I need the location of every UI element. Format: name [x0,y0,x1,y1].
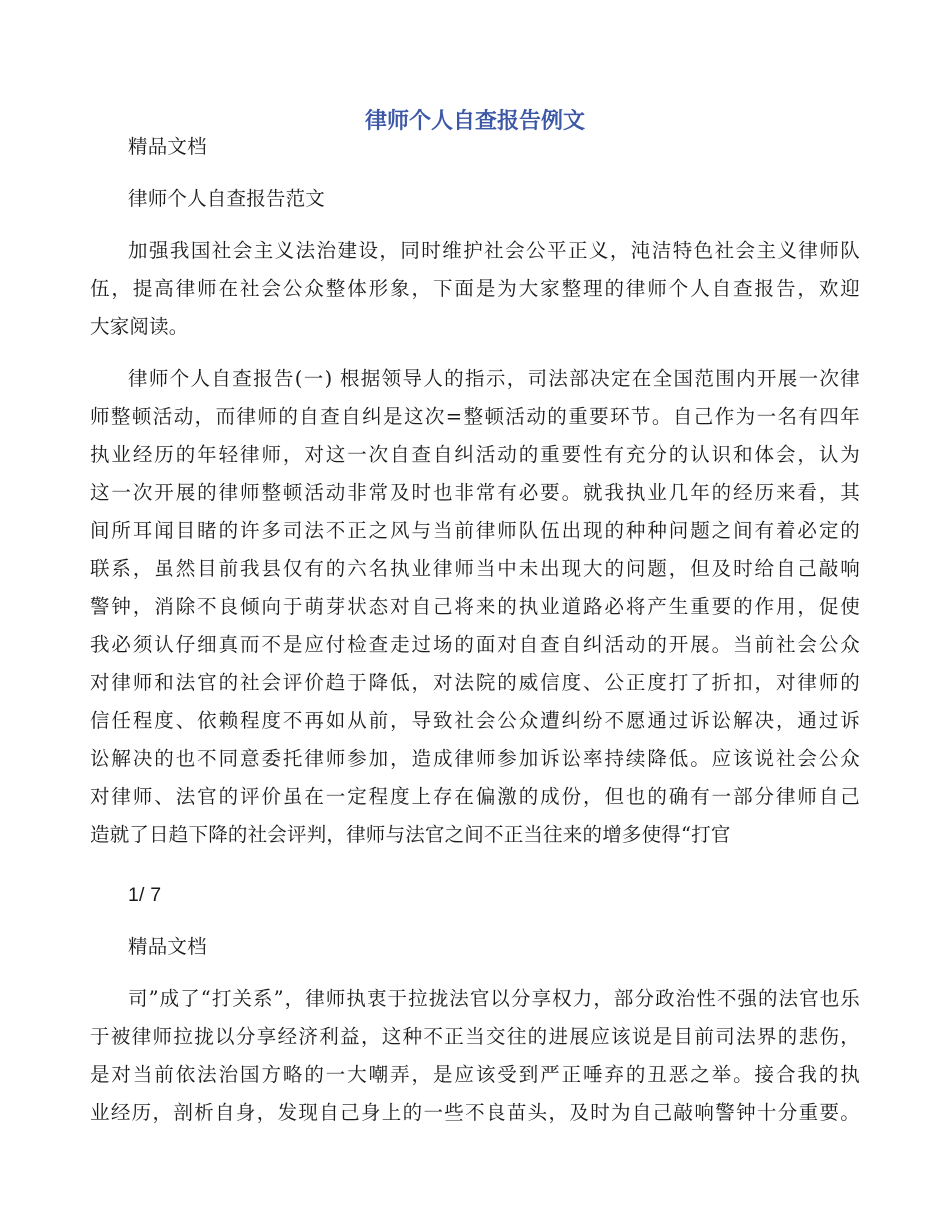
document-title: 律师个人自查报告例文 [364,108,585,134]
paragraph-line: 讼解决的也不同意委托律师参加，造成律师参加诉讼率持续降低。应该说社会公众 [90,747,860,770]
page-number: 1/ 7 [128,884,162,906]
paragraph-line: 对律师、法官的评价虽在一定程度上存在偏激的成份，但也的确有一部分律师自己 [90,785,860,808]
paragraph-line: 联系，虽然目前我县仅有的六名执业律师当中未出现大的问题，但及时给自己敲响 [90,557,860,580]
paragraph-line: 间所耳闻目睹的许多司法不正之风与当前律师队伍出现的种种问题之间有着必定的 [90,519,860,542]
subtitle: 律师个人自查报告范文 [128,187,326,210]
paragraph-line: 警钟，消除不良倾向于萌芽状态对自己将来的执业道路必将产生重要的作用，促使 [90,595,860,618]
paragraph-line: 伍，提高律师在社会公众整体形象，下面是为大家整理的律师个人自查报告，欢迎 [90,277,860,300]
paragraph-line: 我必须认仔细真而不是应付检查走过场的面对自查自纠活动的开展。当前社会公众 [90,633,860,656]
paragraph-line: 造就了日趋下降的社会评判，律师与法官之间不正当往来的增多使得“打官 [90,823,731,846]
paragraph-line: 执业经历的年轻律师，对这一次自查自纠活动的重要性有充分的认识和体会，认为 [90,443,860,466]
paragraph-line: 加强我国社会主义法治建设，同时维护社会公平正义，沌洁特色社会主义律师队 [128,239,860,262]
paragraph-line: 对律师和法官的社会评价趋于降低，对法院的威信度、公正度打了折扣，对律师的 [90,671,860,694]
paragraph-line: 于被律师拉拢以分享经济利益，这种不正当交往的进展应该说是目前司法界的悲伤， [90,1025,860,1048]
page-header: 精品文档 [128,135,207,158]
paragraph-line: 律师个人自查报告(一) 根据领导人的指示，司法部决定在全国范围内开展一次律 [128,367,860,390]
paragraph-line: 信任程度、依赖程度不再如从前，导致社会公众遭纠纷不愿通过诉讼解决，通过诉 [90,709,860,732]
paragraph-line: 师整顿活动，而律师的自查自纠是这次=整顿活动的重要环节。自己作为一名有四年 [90,405,860,428]
paragraph-line: 是对当前依法治国方略的一大嘲弄，是应该受到严正唾弃的丑恶之举。接合我的执 [90,1063,860,1086]
paragraph-line: 司”成了“打关系”，律师执衷于拉拢法官以分享权力，部分政治性不强的法官也乐 [128,987,860,1010]
paragraph-line: 大家阅读。 [90,315,189,338]
page-header: 精品文档 [128,935,207,958]
paragraph-line: 这一次开展的律师整顿活动非常及时也非常有必要。就我执业几年的经历来看，其 [90,481,860,504]
paragraph-line: 业经历，剖析自身，发现自己身上的一些不良苗头，及时为自己敲响警钟十分重要。 [90,1101,860,1124]
